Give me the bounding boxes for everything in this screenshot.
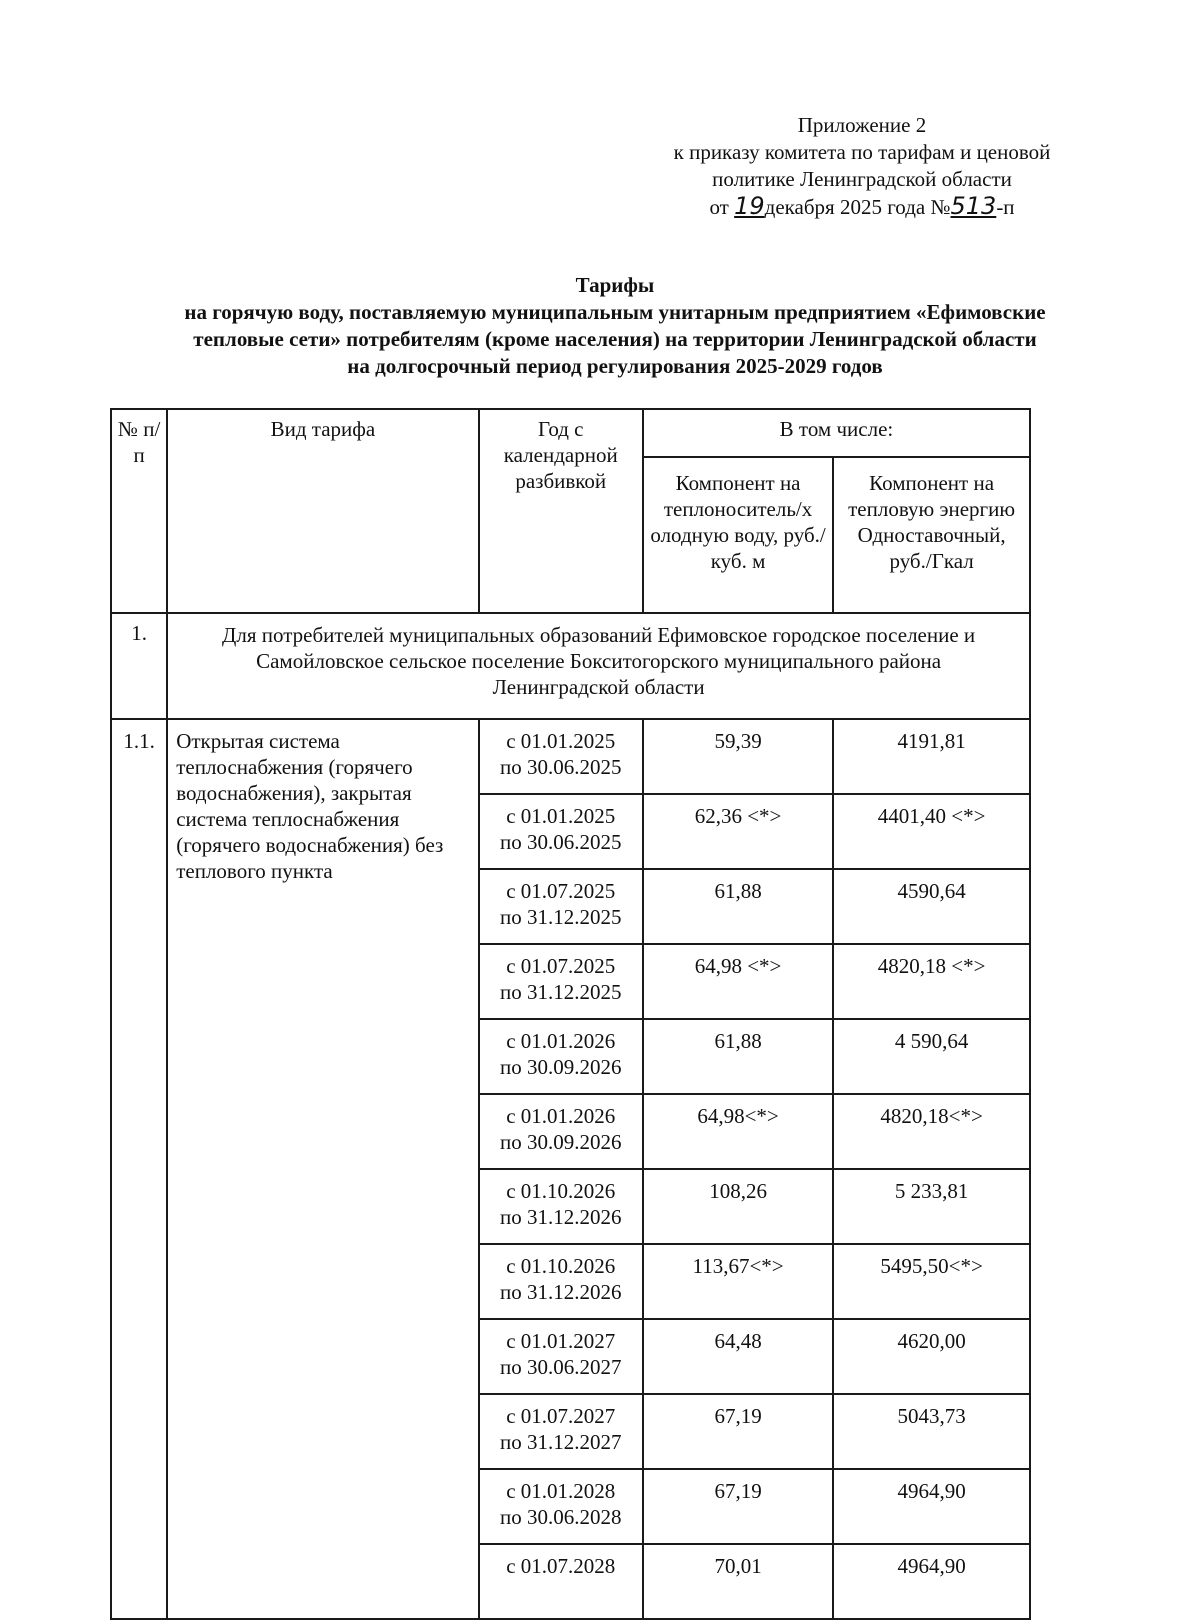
appendix-line-2: к приказу комитета по тарифам и ценовой [673,140,1051,164]
component-value: 61,88 [643,1019,833,1094]
energy-value: 4964,90 [833,1469,1030,1544]
tariff-table-body [111,409,1030,1619]
period-cell [479,1319,643,1394]
order-suffix: -п [996,195,1015,219]
energy-value: 4820,18 <*> [833,944,1030,1019]
period-cell [479,1544,643,1619]
period-from: с 01.07.2027 [506,1404,616,1428]
energy-value: 5495,50<*> [833,1244,1030,1319]
component-value: 62,36 <*> [643,794,833,869]
period-from: с 01.07.2025 [506,879,616,903]
period-from: с 01.01.2027 [506,1329,616,1353]
period-cell [479,1469,643,1544]
energy-value: 4964,90 [833,1544,1030,1619]
energy-value: 5 233,81 [833,1169,1030,1244]
period-cell [479,944,643,1019]
title-line-2: тепловые сети» потребителям (кроме населения) на территории Ленинградской области [193,327,1037,351]
period-from: с 01.01.2025 [506,804,616,828]
period-to: по 30.06.2025 [500,755,622,779]
subsection-num: 1.1. [111,719,167,1619]
appendix-date-line [642,193,1082,221]
component-value: 64,98<*> [643,1094,833,1169]
period-from: с 01.01.2028 [506,1479,616,1503]
component-value: 59,39 [643,719,833,794]
period-to: по 31.12.2025 [500,980,622,1004]
table-row [111,719,1030,794]
period-cell [479,1094,643,1169]
period-from: с 01.10.2026 [506,1254,616,1278]
component-value: 67,19 [643,1469,833,1544]
energy-value: 4620,00 [833,1319,1030,1394]
period-to: по 31.12.2026 [500,1205,622,1229]
header-num: № п/п [111,409,167,613]
period-to: по 31.12.2025 [500,905,622,929]
title-line-3: на долгосрочный период регулирования 2025-2029 годов [347,354,883,378]
period-to: по 30.06.2027 [500,1355,622,1379]
component-value: 67,19 [643,1394,833,1469]
period-to: по 30.06.2028 [500,1505,622,1529]
period-to: по 30.06.2025 [500,830,622,854]
appendix-line-1: Приложение 2 [797,113,927,137]
document-title [100,272,1130,380]
subsection-kind: Открытая система теплоснабжения (горячего водоснабжения), закрытая система теплоснабжения (горячего водоснабжения) без теплового пункта [167,719,478,1619]
energy-value: 4191,81 [833,719,1030,794]
component-value: 61,88 [643,869,833,944]
period-cell [479,1394,643,1469]
date-prefix: от [709,195,729,219]
period-cell [479,794,643,869]
component-value: 64,98 <*> [643,944,833,1019]
title-heading: Тарифы [575,273,655,297]
header-energy: Компонент на тепловую энергию Одноставочный, руб./Гкал [833,457,1030,613]
energy-value: 4820,18<*> [833,1094,1030,1169]
component-value: 64,48 [643,1319,833,1394]
energy-value: 5043,73 [833,1394,1030,1469]
header-kind: Вид тарифа [167,409,478,613]
handwritten-day: 19 [734,192,765,220]
energy-value: 4 590,64 [833,1019,1030,1094]
period-from: с 01.10.2026 [506,1179,616,1203]
header-year: Год с календарной разбивкой [479,409,643,613]
period-from: с 01.01.2026 [506,1104,616,1128]
period-cell [479,869,643,944]
component-value: 70,01 [643,1544,833,1619]
period-from: с 01.07.2028 [506,1554,616,1578]
period-to: по 31.12.2026 [500,1280,622,1304]
handwritten-order-number: 513 [950,192,997,220]
header-component: Компонент на теплоноситель/х олодную воду, руб./куб. м [643,457,833,613]
appendix-line-3: политике Ленинградской области [712,167,1012,191]
title-line-1: на горячую воду, поставляемую муниципальным унитарным предприятием «Ефимовские [184,300,1046,324]
period-cell [479,719,643,794]
period-from: с 01.01.2025 [506,729,616,753]
period-to: по 30.09.2026 [500,1130,622,1154]
energy-value: 4401,40 <*> [833,794,1030,869]
header-row-1 [111,409,1030,457]
period-cell [479,1169,643,1244]
component-value: 113,67<*> [643,1244,833,1319]
period-cell [479,1019,643,1094]
period-from: с 01.01.2026 [506,1029,616,1053]
section-row [111,613,1030,719]
period-to: по 30.09.2026 [500,1055,622,1079]
header-including: В том числе: [643,409,1030,457]
energy-value: 4590,64 [833,869,1030,944]
appendix-header [642,112,1082,221]
section-text: Для потребителей муниципальных образований Ефимовское городское поселение и Самойловское сельское поселение Бокситогорского муниципального района Ленинградской области [167,613,1030,719]
component-value: 108,26 [643,1169,833,1244]
section-num: 1. [111,613,167,719]
period-to: по 31.12.2027 [500,1430,622,1454]
date-middle: декабря 2025 года № [764,195,951,219]
period-from: с 01.07.2025 [506,954,616,978]
tariff-table [110,408,1031,1620]
period-cell [479,1244,643,1319]
